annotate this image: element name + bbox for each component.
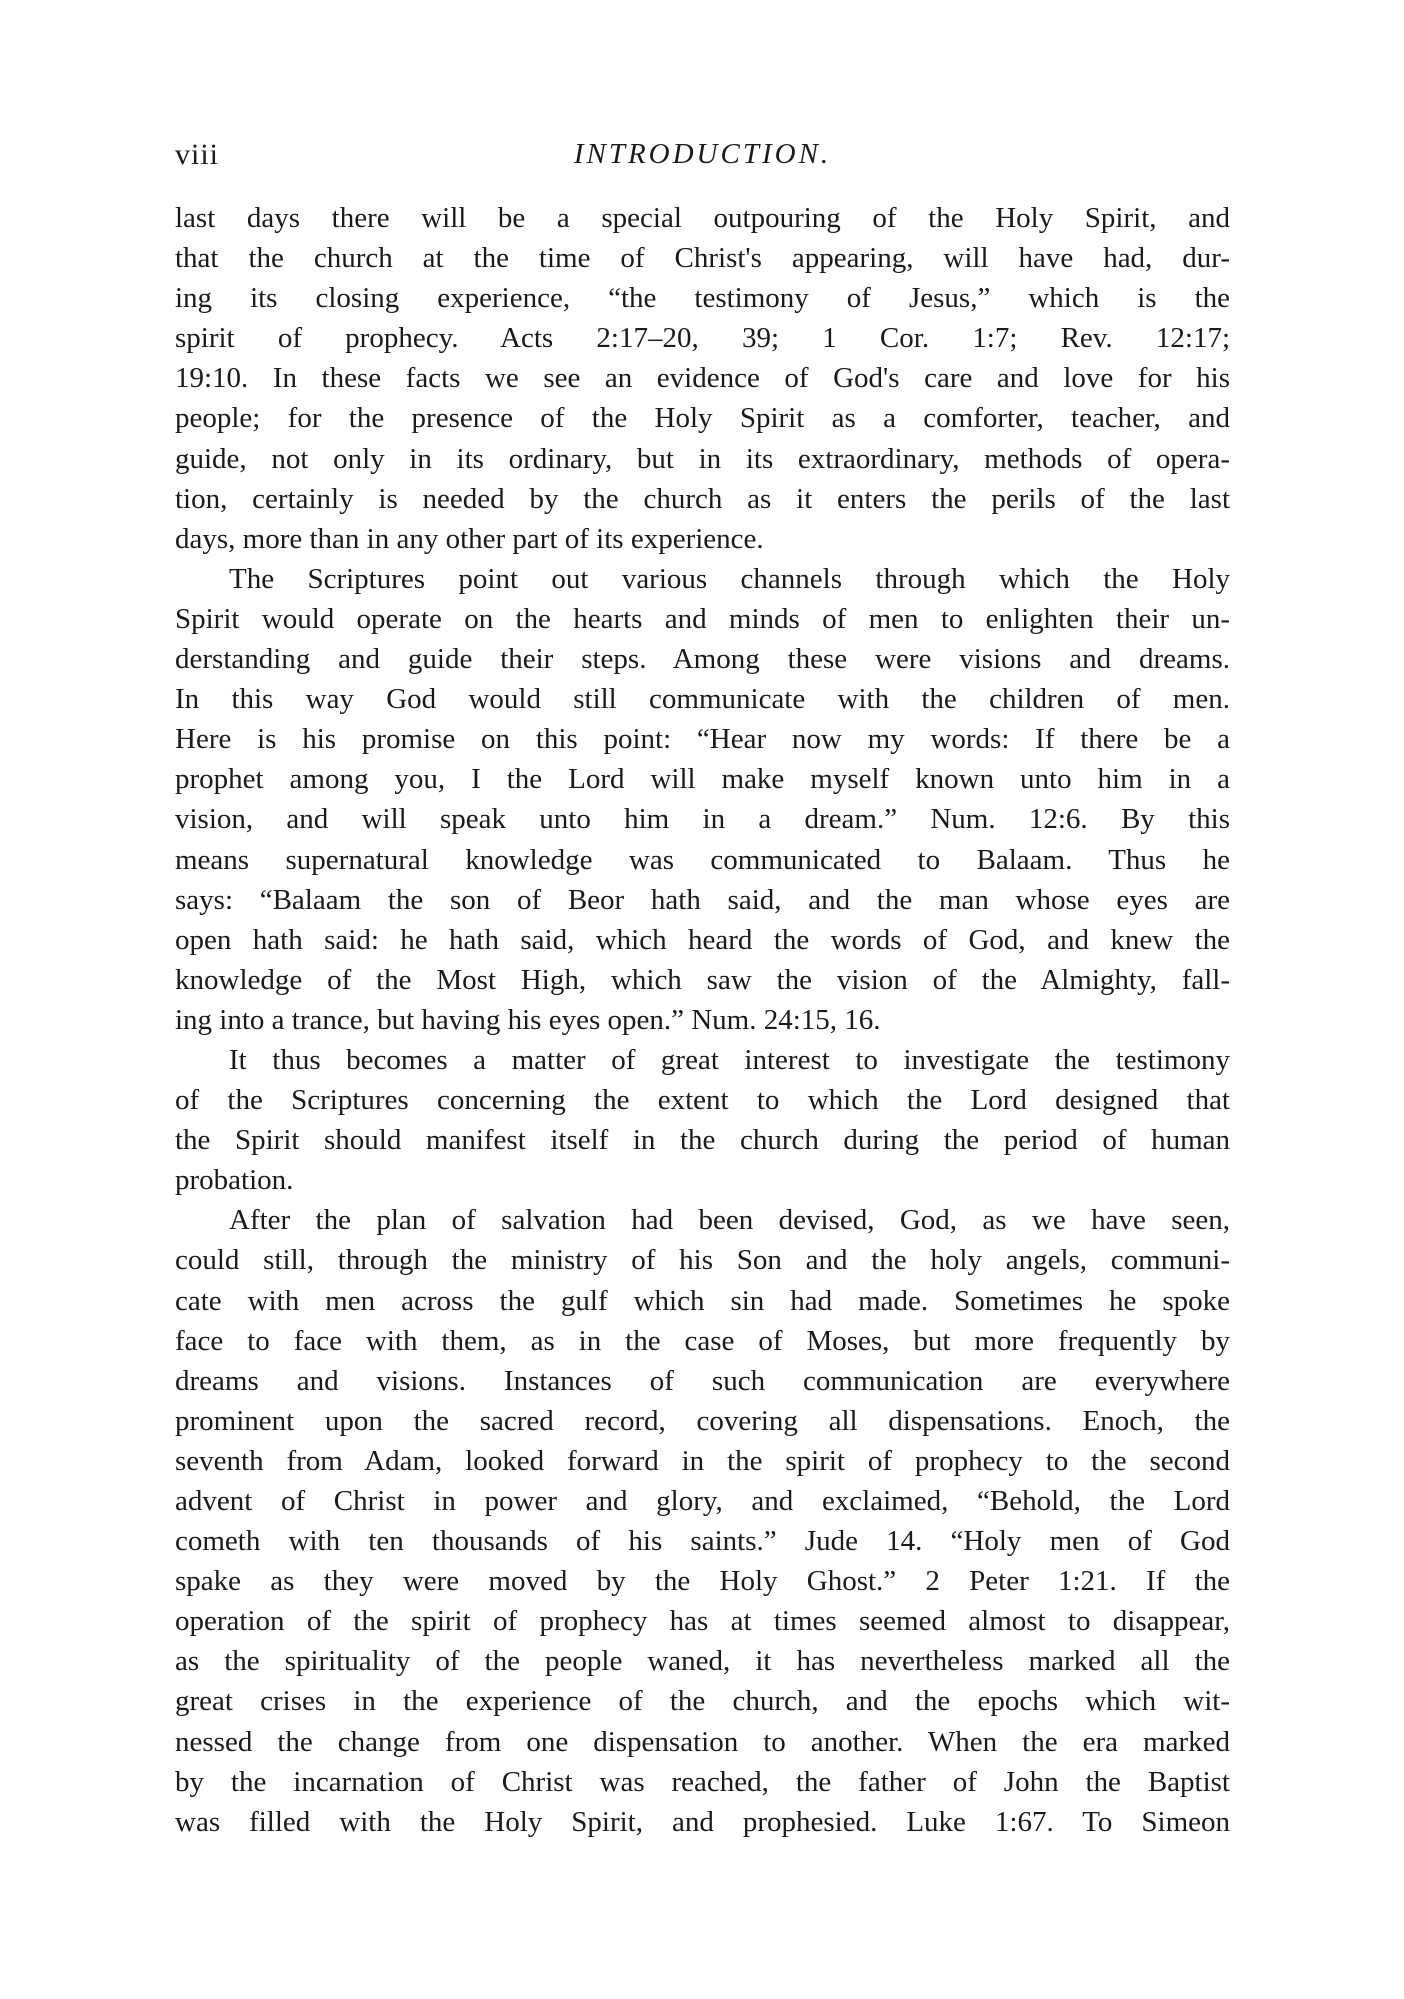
running-head — [175, 138, 1230, 182]
text-line: guide, not only in its ordinary, but in its extraordinary, methods of opera- — [175, 442, 1230, 475]
text-line: advent of Christ in power and glory, and exclaimed, “Behold, the Lord — [175, 1485, 1230, 1517]
text-line: It thus becomes a matter of great interest to investigate the testimony — [229, 1043, 1230, 1076]
text-line: face to face with them, as in the case of Moses, but more frequently by — [175, 1324, 1230, 1357]
text-line: probation. — [175, 1164, 294, 1197]
text-line: great crises in the experience of the church, and the epochs which wit- — [175, 1685, 1230, 1718]
text-line: cate with men across the gulf which sin had made. Sometimes he spoke — [175, 1284, 1230, 1317]
paragraph — [175, 198, 1230, 559]
text-line: prominent upon the sacred record, covering all dispensations. Enoch, the — [175, 1404, 1230, 1437]
paragraph — [175, 1040, 1230, 1200]
text-line: vision, and will speak unto him in a dream.” Num. 12:6. By this — [175, 803, 1230, 836]
text-line: Spirit would operate on the hearts and minds of men to enlighten their un- — [175, 602, 1230, 635]
text-line: that the church at the time of Christ's appearing, will have had, dur- — [175, 242, 1230, 275]
text-line: After the plan of salvation had been devised, God, as we have seen, — [229, 1204, 1230, 1237]
body-text — [175, 198, 1230, 1842]
text-line: days, more than in any other part of its experience. — [175, 522, 764, 555]
text-line: The Scriptures point out various channels through which the Holy — [229, 562, 1230, 595]
text-line: ing into a trance, but having his eyes open.” Num. 24:15, 16. — [175, 1003, 881, 1036]
text-line: by the incarnation of Christ was reached, the father of John the Baptist — [175, 1765, 1230, 1798]
text-line: Here is his promise on this point: “Hear now my words: If there be a — [175, 723, 1230, 756]
text-line: was filled with the Holy Spirit, and prophesied. Luke 1:67. To Simeon — [175, 1805, 1230, 1838]
text-line: as the spirituality of the people waned, it has nevertheless marked all the — [175, 1645, 1230, 1678]
text-line: spake as they were moved by the Holy Ghost.” 2 Peter 1:21. If the — [175, 1565, 1230, 1598]
text-line: could still, through the ministry of his Son and the holy angels, communi- — [175, 1244, 1230, 1277]
text-line: last days there will be a special outpouring of the Holy Spirit, and — [175, 202, 1230, 234]
text-line: 19:10. In these facts we see an evidence of God's care and love for his — [175, 362, 1230, 395]
text-line: of the Scriptures concerning the extent to which the Lord designed that — [175, 1084, 1230, 1117]
text-line: people; for the presence of the Holy Spirit as a comforter, teacher, and — [175, 402, 1230, 435]
running-title: INTRODUCTION. — [573, 138, 832, 170]
text-line: dreams and visions. Instances of such communication are everywhere — [175, 1364, 1230, 1397]
paragraph — [175, 559, 1230, 1040]
text-line: open hath said: he hath said, which heard the words of God, and knew the — [175, 923, 1230, 956]
text-line: nessed the change from one dispensation to another. When the era marked — [175, 1725, 1230, 1758]
page-number: viii — [175, 138, 220, 171]
text-line: tion, certainly is needed by the church as it enters the perils of the last — [175, 482, 1230, 515]
text-line: knowledge of the Most High, which saw the vision of the Almighty, fall- — [175, 963, 1230, 996]
text-line: operation of the spirit of prophecy has at times seemed almost to disappear, — [175, 1605, 1230, 1638]
text-line: derstanding and guide their steps. Among these were visions and dreams. — [175, 643, 1230, 676]
text-line: prophet among you, I the Lord will make myself known unto him in a — [175, 763, 1230, 796]
text-line: spirit of prophecy. Acts 2:17–20, 39; 1 Cor. 1:7; Rev. 12:17; — [175, 322, 1230, 355]
text-line: cometh with ten thousands of his saints.” Jude 14. “Holy men of God — [175, 1525, 1230, 1558]
text-line: the Spirit should manifest itself in the church during the period of human — [175, 1124, 1230, 1157]
text-line: ing its closing experience, “the testimony of Jesus,” which is the — [175, 282, 1230, 315]
text-line: says: “Balaam the son of Beor hath said, and the man whose eyes are — [175, 883, 1230, 916]
text-line: seventh from Adam, looked forward in the spirit of prophecy to the second — [175, 1444, 1230, 1477]
text-line: In this way God would still communicate with the children of men. — [175, 683, 1230, 716]
text-line: means supernatural knowledge was communicated to Balaam. Thus he — [175, 843, 1230, 876]
paragraph — [175, 1200, 1230, 1842]
